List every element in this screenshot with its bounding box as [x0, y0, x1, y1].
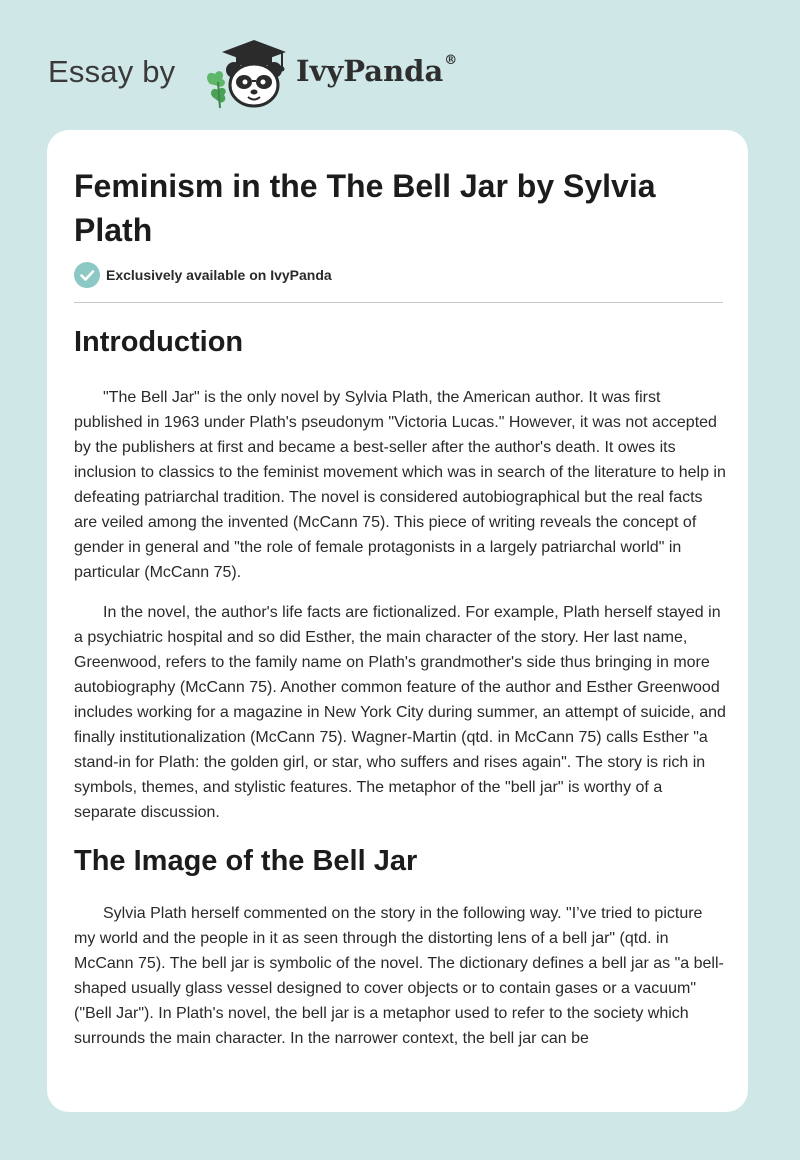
- exclusive-badge: [74, 262, 332, 288]
- check-circle-icon: [74, 262, 100, 288]
- paragraph: "The Bell Jar" is the only novel by Sylvia Plath, the American author. It was first published in 1963 under Plath's pseudonym "Victoria Lucas." However, it was not accepted by the publishers at first and became a best-seller after the author's death. It owes its inclusion to classics to the feminist movement which was in search of the literature to help in defeating patriarchal tradition. The novel is considered autobiographical but the real facts are veiled among the invented (McCann 75). This piece of writing reveals the concept of gender in general and "the role of female protagonists in a largely patriarchal world" in particular (McCann 75).: [74, 389, 726, 581]
- article-card: [47, 130, 748, 1112]
- exclusive-badge-label: Exclusively available on IvyPanda: [106, 267, 332, 283]
- site-header: [48, 34, 548, 110]
- brand-name[interactable]: IvyPanda®: [296, 53, 458, 88]
- paragraph: In the novel, the author's life facts are fictionalized. For example, Plath herself stayed in a psychiatric hospital and so did Esther, the main character of the story. Her last name, Greenwood, refers to the family name on Plath's grandmother's side thus bringing in more autobiography (McCann 75). Another common feature of the author and Esther Greenwood includes working for a magazine in New York City during summer, an attempt of suicide, and finally institutionalization (McCann 75). Wagner-Martin (qtd. in McCann 75) calls Esther "a stand-in for Plath: the golden girl, or star, who suffers and rises again". The story is rich in symbols, themes, and stylistic features. The metaphor of the "bell jar" is worthy of a separate discussion.: [74, 604, 726, 821]
- trademark-symbol: ®: [444, 53, 458, 69]
- section-heading-bell-jar: The Image of the Bell Jar: [74, 845, 418, 877]
- panda-logo-icon[interactable]: [202, 38, 292, 110]
- title-divider: [74, 302, 723, 303]
- article-title: Feminism in the The Bell Jar by Sylvia Plath: [74, 168, 656, 248]
- paragraph: Sylvia Plath herself commented on the story in the following way. "I’ve tried to picture my world and the people in it as seen through the distorting lens of a bell jar" (qtd. in McCann 75). The bell jar is symbolic of the novel. The dictionary defines a bell jar as "a bell-shaped usually glass vessel designed to cover objects or to contain gases or a vacuum" ("Bell Jar"). In Plath's novel, the bell jar is a metaphor used to refer to the society which surrounds the main character. In the narrower context, the bell jar can be: [74, 905, 724, 1047]
- section-heading-introduction: Introduction: [74, 326, 244, 358]
- essay-by-label: Essay by: [48, 54, 176, 89]
